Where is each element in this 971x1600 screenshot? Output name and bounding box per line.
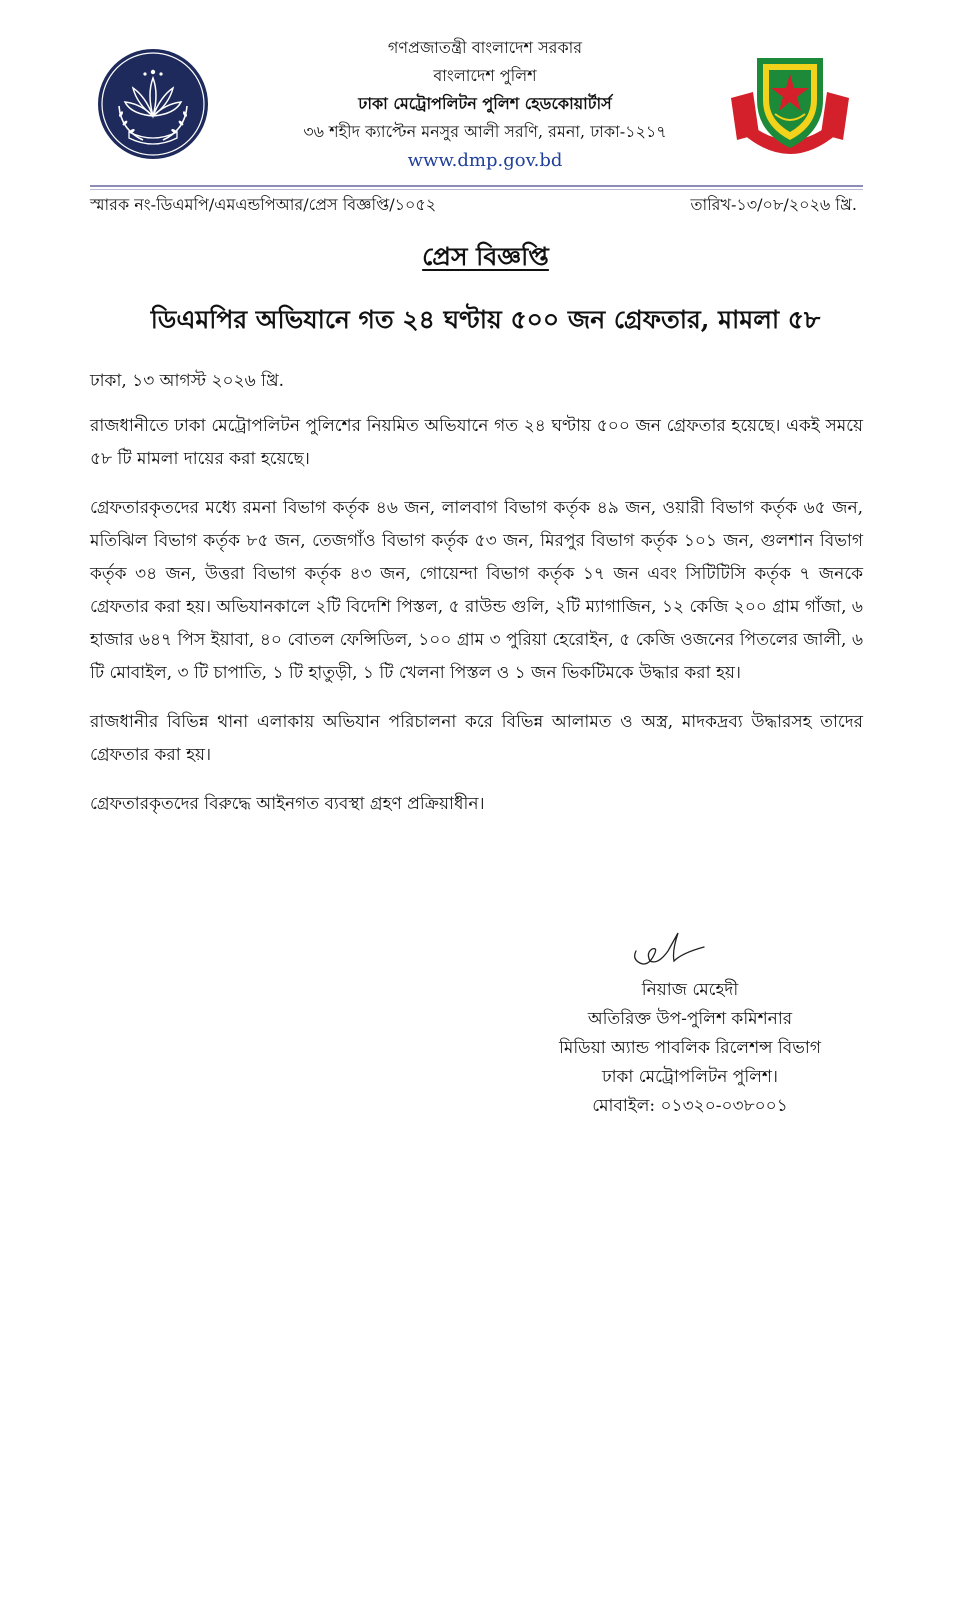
paragraph-2: গ্রেফতারকৃতদের মধ্যে রমনা বিভাগ কর্তৃক ৪৬ জন, লালবাগ বিভাগ কর্তৃক ৪৯ জন, ওয়ারী বিভাগ কর্তৃক ৬৫ জন, মতিঝিল বিভাগ কর্তৃক ৮৫ জন, তেজগাঁও বিভাগ কর্তৃক ৫৩ জন, মিরপুর বিভাগ কর্তৃক ১০১ জন, গুলশান বিভাগ কর্তৃক ৩৪ জন, উত্তরা বিভাগ কর্তৃক ৪৩ জন, গোয়েন্দা বিভাগ কর্তৃক ১৭ জন এবং সিটিটিসি কর্তৃক ৭ জনকে গ্রেফতার করা হয়। অভিযানকালে ২টি বিদেশি পিস্তল, ৫ রাউন্ড গুলি, ২টি ম্যাগাজিন, ১২ কেজি ২০০ গ্রাম গাঁজা, ৬ হাজার ৬৪৭ পিস ইয়াবা, ৪০ বোতল ফেন্সিডিল, ১০০ গ্রাম ৩ পুরিয়া হেরোইন, ৫ কেজি ওজনের পিতলের জালী, ৬ টি মোবাইল, ৩ টি চাপাতি, ১ টি হাতুড়ী, ১ টি খেলনা পিস্তল ও ১ জন ভিকটিমকে উদ্ধার করা হয়। (90, 498, 863, 683)
document-title (0, 240, 971, 274)
dateline: ঢাকা, ১৩ আগস্ট ২০২৬ খ্রি. (90, 371, 285, 391)
paragraph-1: রাজধানীতে ঢাকা মেট্রোপলিটন পুলিশের নিয়মিত অভিযানে গত ২৪ ঘণ্টায় ৫০০ জন গ্রেফতার হয়েছে। একই সময়ে ৫৮ টি মামলা দায়ের করা হয়েছে। (90, 416, 863, 469)
memo-reference: স্মারক নং-ডিএমপি/এমএন্ডপিআর/প্রেস বিজ্ঞপ্তি/১০৫২ (90, 195, 437, 214)
press-release-title: প্রেস বিজ্ঞপ্তি (422, 242, 549, 271)
header-divider-thin (90, 189, 863, 190)
dmp-emblem-icon (725, 50, 855, 160)
signatory-designation: অতিরিক্ত উপ-পুলিশ কমিশনার (587, 1009, 793, 1029)
letterhead (230, 34, 740, 176)
signatory-division: মিডিয়া অ্যান্ড পাবলিক রিলেশন্স বিভাগ (559, 1038, 821, 1058)
paragraph-4: গ্রেফতারকৃতদের বিরুদ্ধে আইনগত ব্যবস্থা গ্রহণ প্রক্রিয়াধীন। (90, 794, 485, 814)
press-release-body (90, 365, 863, 837)
signatory-organization: ঢাকা মেট্রোপলিটন পুলিশ। (601, 1067, 779, 1087)
handwritten-signature-icon (628, 925, 708, 971)
signatory-mobile: মোবাইল: ০১৩২০-০৩৮০০১ (592, 1096, 788, 1116)
signature-block (470, 976, 910, 1121)
paragraph-3: রাজধানীর বিভিন্ন থানা এলাকায় অভিযান পরিচালনা করে বিভিন্ন আলামত ও অস্ত্র, মাদকদ্রব্য উদ্ধারসহ তাদের গ্রেফতার করা হয়। (90, 712, 863, 765)
website-link[interactable]: www.dmp.gov.bd (407, 150, 563, 171)
bangladesh-police-emblem-icon (97, 48, 209, 160)
header-divider (90, 185, 863, 187)
office-address: ৩৬ শহীদ ক্যাপ্টেন মনসুর আলী সরণি, রমনা, ঢাকা-১২১৭ (303, 122, 667, 141)
news-headline: ডিএমপির অভিযানে গত ২৪ ঘণ্টায় ৫০০ জন গ্রেফতার, মামলা ৫৮ (150, 305, 821, 334)
signatory-name: নিয়াজ মেহেদী (641, 980, 739, 1000)
memo-date: তারিখ-১৩/০৮/২০২৬ খ্রি. (690, 195, 857, 214)
memo-row (90, 192, 863, 218)
office-name: ঢাকা মেট্রোপলিটন পুলিশ হেডকোয়ার্টার্স (358, 94, 612, 113)
government-name: গণপ্রজাতন্ত্রী বাংলাদেশ সরকার (387, 38, 583, 57)
department-name: বাংলাদেশ পুলিশ (433, 66, 537, 85)
